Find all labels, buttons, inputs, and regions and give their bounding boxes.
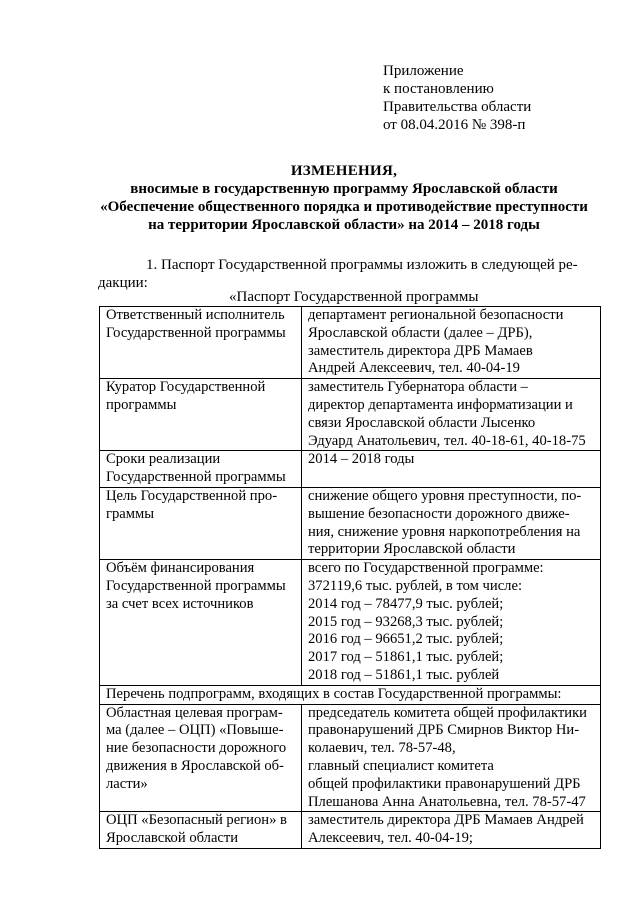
- passport-table: [99, 306, 601, 849]
- row-label-subprogram-road-safety: Областная целевая програм- ма (далее – ОЦП) «Повыше- ние безопасности дорожного движения в Ярославской об- ласти»: [100, 704, 302, 812]
- row-label-subprogram-safe-region: ОЦП «Безопасный регион» в Ярославской области: [100, 812, 302, 849]
- appendix-line: к постановлению: [383, 81, 494, 97]
- table-row: [100, 307, 601, 379]
- row-label-terms: Сроки реализации Государственной программы: [100, 451, 302, 488]
- row-label-funding: Объём финансирования Государственной программы за счет всех источников: [100, 560, 302, 686]
- passport-title: «Паспорт Государственной программы: [229, 289, 479, 305]
- appendix-stamp: [383, 62, 531, 134]
- table-row: [100, 704, 601, 812]
- table-row: [100, 812, 601, 849]
- document-title: [96, 162, 592, 234]
- row-value-subprogram-safe-region: заместитель директора ДРБ Мамаев Андрей Алексеевич, тел. 40-04-19;: [302, 812, 601, 849]
- appendix-line: Правительства области: [383, 99, 532, 115]
- table-row: [100, 379, 601, 451]
- row-label-executor: Ответственный исполнитель Государственной программы: [100, 307, 302, 379]
- intro-paragraph-continuation: дакции:: [98, 275, 148, 291]
- row-value-executor: департамент региональной безопасности Ярославской области (далее – ДРБ), заместитель директора ДРБ Мамаев Андрей Алексеевич, тел. 40-04-19: [302, 307, 601, 379]
- intro-paragraph: 1. Паспорт Государственной программы изложить в следующей ре-: [146, 257, 578, 273]
- title-line: «Обеспечение общественного порядка и противодействие преступности: [100, 199, 588, 215]
- table-row: [100, 451, 601, 488]
- appendix-line: Приложение: [383, 63, 464, 79]
- row-label-goal: Цель Государственной про- граммы: [100, 487, 302, 559]
- table-row: [100, 685, 601, 704]
- row-value-terms: 2014 – 2018 годы: [302, 451, 601, 488]
- row-value-curator: заместитель Губернатора области – директор департамента информатизации и связи Ярославской области Лысенко Эдуард Анатольевич, тел. 40-18-61, 40-18-75: [302, 379, 601, 451]
- subprograms-header: Перечень подпрограмм, входящих в состав Государственной программы:: [100, 685, 601, 704]
- appendix-line: от 08.04.2016 № 398-п: [383, 117, 526, 133]
- row-label-curator: Куратор Государственной программы: [100, 379, 302, 451]
- row-value-subprogram-road-safety: председатель комитета общей профилактики правонарушений ДРБ Смирнов Виктор Ни- колаевич, тел. 78-57-48, главный специалист комитета общей профилактики правонарушений ДРБ Плешанова Анна Анатольевна, тел. 78-57-47: [302, 704, 601, 812]
- table-row: [100, 487, 601, 559]
- row-value-goal: снижение общего уровня преступности, по- вышение безопасности дорожного движе- ния, снижение уровня наркопотребления на территории Ярославской области: [302, 487, 601, 559]
- row-value-funding: всего по Государственной программе: 372119,6 тыс. рублей, в том числе: 2014 год – 78477,9 тыс. рублей; 2015 год – 93268,3 тыс. рублей; 2016 год – 96651,2 тыс. рублей; 2017 год – 51861,1 тыс. рублей; 2018 год – 51861,1 тыс. рублей: [302, 560, 601, 686]
- table-row: [100, 560, 601, 686]
- title-line: на территории Ярославской области» на 2014 – 2018 годы: [148, 217, 540, 233]
- title-heading: ИЗМЕНЕНИЯ,: [290, 163, 398, 179]
- title-line: вносимые в государственную программу Ярославской области: [130, 181, 558, 197]
